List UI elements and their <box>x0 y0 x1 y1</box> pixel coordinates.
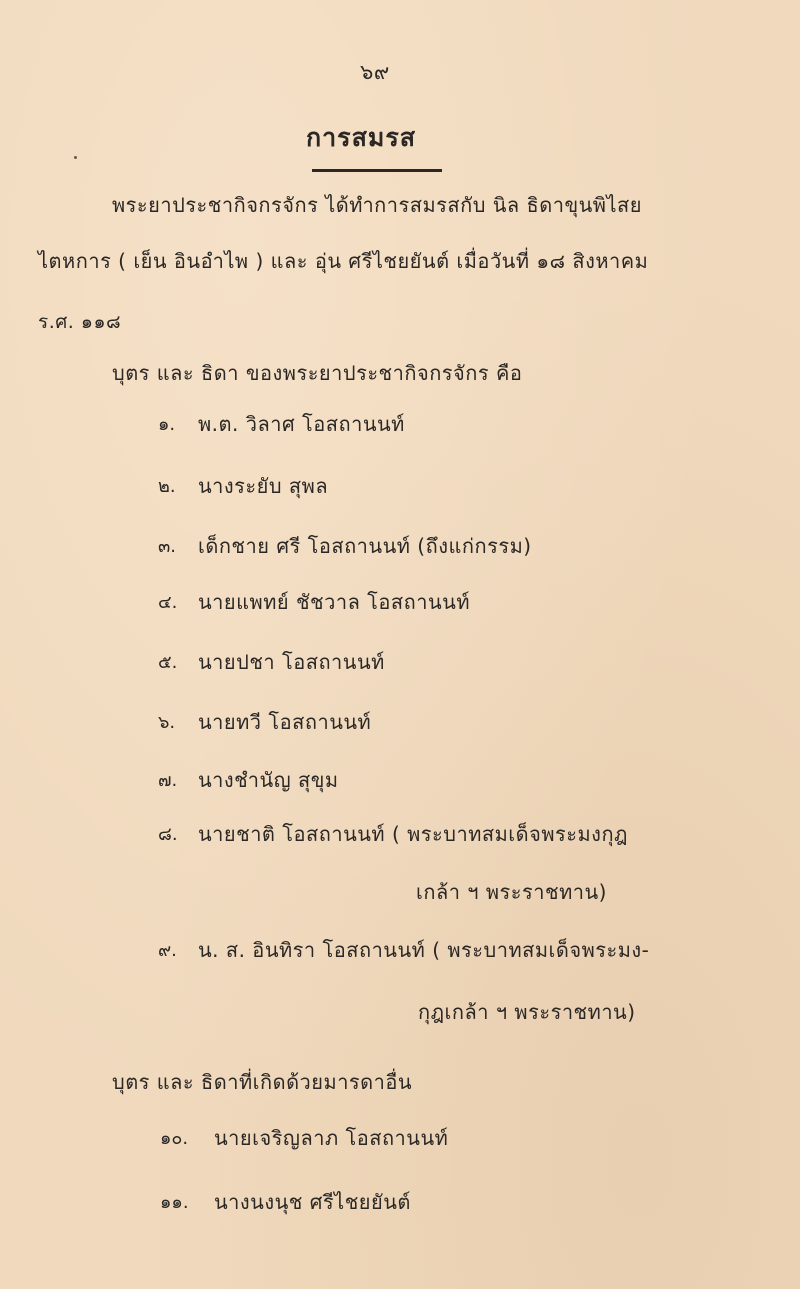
intro-line-3: ร.ศ. ๑๑๘ <box>38 311 122 333</box>
list-item-text: นายชาติ โอสถานนท์ ( พระบาทสมเด็จพระมงกุฎ <box>198 822 628 846</box>
list-item-text: นายทวี โอสถานนท์ <box>198 710 372 734</box>
list-item-continuation: กุฎเกล้า ฯ พระราชทาน) <box>418 1000 636 1024</box>
page-number: ๖๙ <box>360 60 390 84</box>
intro-line-1: พระยาประชากิจกรจักร ได้ทำการสมรสกับ นิล ธิดาขุนพิไสย <box>112 193 642 217</box>
list-item-number: ๕. <box>158 652 178 673</box>
list-item-text: พ.ต. วิลาศ โอสถานนท์ <box>198 412 405 436</box>
list-item-number: ๑. <box>158 414 176 435</box>
section-heading: การสมรส <box>306 123 417 152</box>
list-item-continuation: เกล้า ฯ พระราชทาน) <box>416 880 607 904</box>
list-item-text: นายแพทย์ ชัชวาล โอสถานนท์ <box>198 590 471 614</box>
list-item-number: ๑๑. <box>160 1192 189 1213</box>
list-item-text: น. ส. อินทิรา โอสถานนท์ ( พระบาทสมเด็จพระมง- <box>198 938 650 962</box>
list-item-text: นายปชา โอสถานนท์ <box>198 650 385 674</box>
list-item-number: ๑๐. <box>160 1128 189 1149</box>
list-item-number: ๘. <box>158 824 178 845</box>
heading-underline <box>312 169 442 172</box>
list-item-number: ๖. <box>158 712 176 733</box>
list-item-number: ๓. <box>158 536 177 557</box>
intro-line-2: ไตหการ ( เย็น อินอำไพ ) และ อุ่น ศรีไชยยันต์ เมื่อวันที่ ๑๘ สิงหาคม <box>38 249 649 273</box>
paper-speck <box>74 156 77 159</box>
list-item-text: เด็กชาย ศรี โอสถานนท์ (ถึงแก่กรรม) <box>198 534 532 558</box>
list-item-number: ๔. <box>158 592 178 613</box>
list-item-text: นางนงนุช ศรีไชยยันต์ <box>214 1190 411 1214</box>
list-item-text: นางระยับ สุพล <box>198 474 329 498</box>
list-item-number: ๙. <box>158 940 177 961</box>
children-heading: บุตร และ ธิดา ของพระยาประชากิจกรจักร คือ <box>112 361 523 385</box>
list-item-text: นายเจริญลาภ โอสถานนท์ <box>214 1126 449 1150</box>
other-children-heading: บุตร และ ธิดาที่เกิดด้วยมารดาอื่น <box>112 1070 413 1094</box>
list-item-number: ๗. <box>158 770 178 791</box>
list-item-number: ๒. <box>158 476 176 497</box>
list-item-text: นางชำนัญ สุขุม <box>198 768 339 792</box>
